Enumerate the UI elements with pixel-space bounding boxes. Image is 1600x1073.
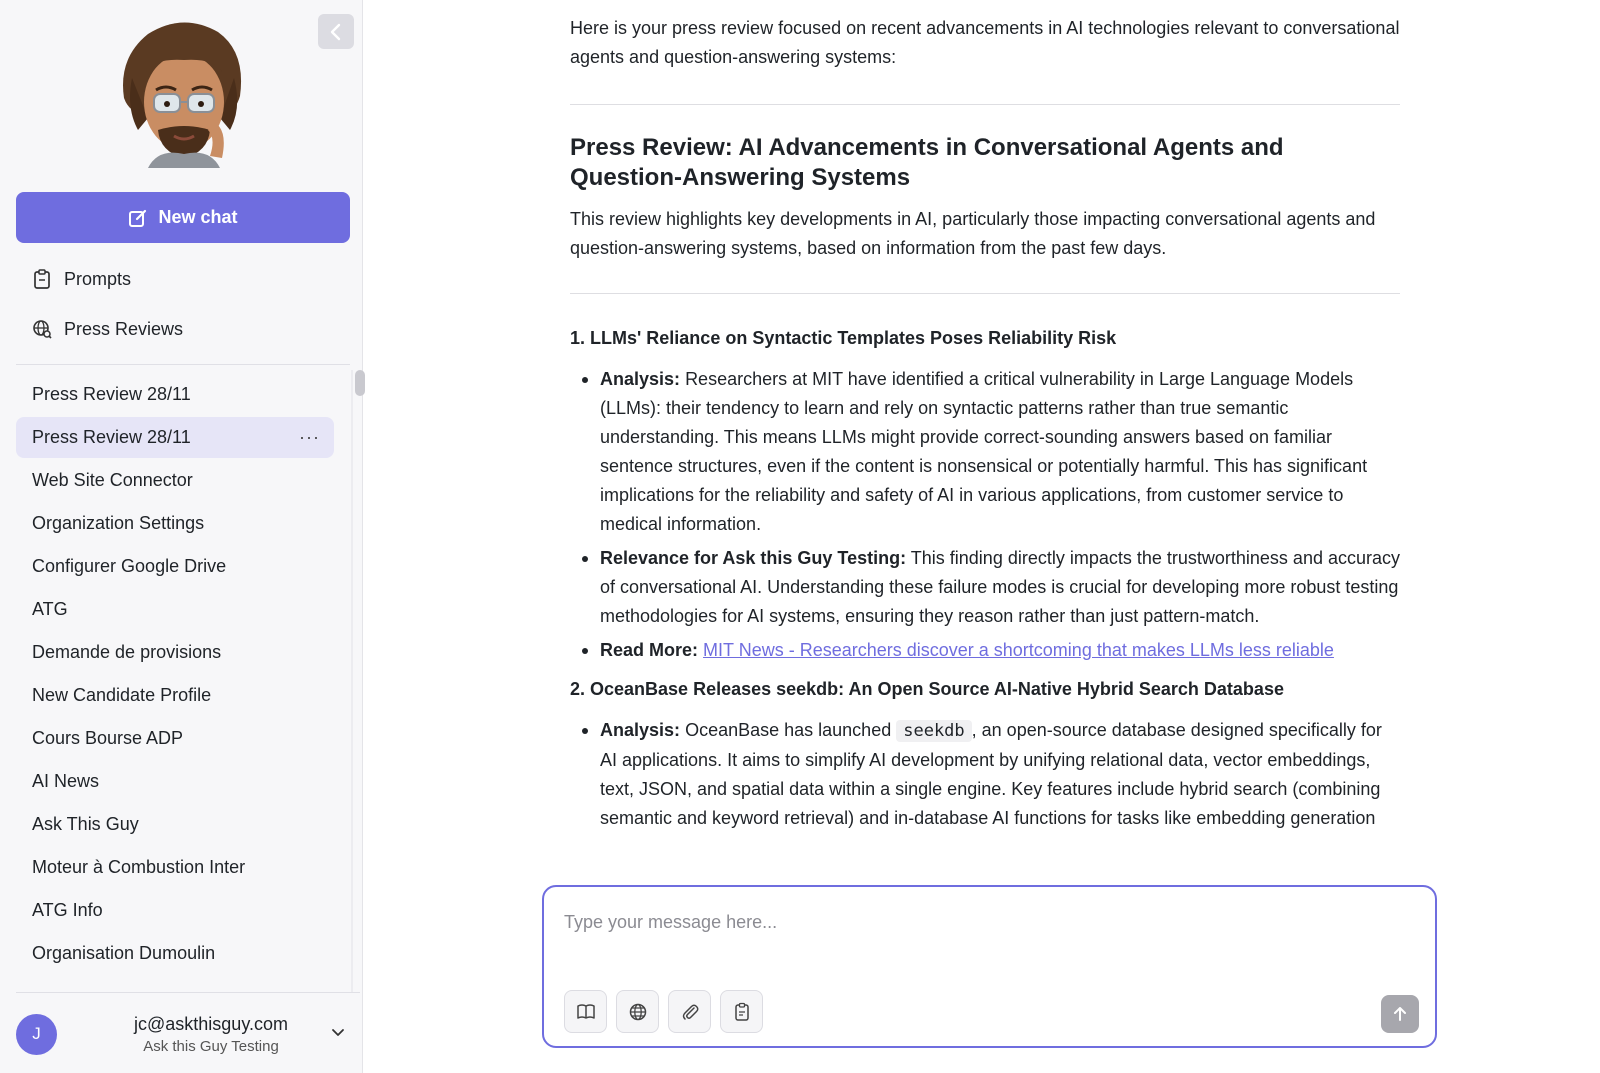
assistant-message	[570, 0, 1400, 860]
history-item[interactable]	[16, 589, 334, 630]
paperclip-icon	[680, 1002, 700, 1022]
nav-item-label: Prompts	[64, 268, 132, 289]
message-divider	[570, 104, 1400, 105]
analysis-text: Researchers at MIT have identified a critical vulnerability in Large Language Models (LLMs): their tendency to learn and rely on syntactic patterns rather than true semantic understanding. This means LLMs might provide correct-sounding answers based on familiar sentence structures, even if the content is nonsensical or potentially harmful. This has significant implications for the reliability and safety of AI in various applications, from customer service to medical information.	[600, 369, 1368, 534]
history-item[interactable]	[16, 460, 334, 501]
history-item[interactable]	[16, 890, 334, 931]
new-chat-label: New chat	[158, 207, 238, 227]
send-button[interactable]	[1381, 995, 1419, 1033]
history-item[interactable]	[16, 546, 334, 587]
analysis-label: Analysis:	[600, 720, 681, 740]
analysis-text-post: , an open-source database designed specifically for AI applications. It aims to simplify AI development by unifying relational data, vector embeddings, text, JSON, and spatial data within a single engine. Key features include hybrid search (combining semantic and keyword retrieval) and in-database AI functions for tasks like embedding generation	[600, 720, 1382, 828]
knowledge-base-button[interactable]	[564, 990, 607, 1033]
read-more-label: Read More:	[600, 640, 699, 660]
analysis-text-pre: OceanBase has launched	[685, 720, 892, 740]
history-item-active[interactable]	[16, 417, 334, 458]
nav-item-prompts[interactable]	[16, 257, 350, 301]
user-info	[96, 1014, 326, 1055]
prompts-button[interactable]	[720, 990, 763, 1033]
history-item-label: Demande de provisions	[32, 642, 222, 662]
clipboard-icon	[32, 269, 52, 289]
web-search-button[interactable]	[616, 990, 659, 1033]
arrow-up-icon	[1391, 1005, 1409, 1023]
history-item[interactable]	[16, 761, 334, 802]
nav-item-label: Press Reviews	[64, 318, 184, 339]
user-account-menu[interactable]	[16, 1012, 360, 1056]
edit-icon	[128, 208, 148, 228]
history-item-label: Organisation Dumoulin	[32, 943, 216, 963]
section-points	[570, 716, 1400, 833]
history-item-label: AI News	[32, 771, 100, 791]
history-item-label: Web Site Connector	[32, 470, 193, 490]
message-intro: Here is your press review focused on recent advancements in AI technologies relevant to conversational agents and question-answering systems:	[570, 18, 1400, 67]
history-item[interactable]	[16, 374, 334, 415]
history-item[interactable]	[16, 804, 334, 845]
history-item-label: Cours Bourse ADP	[32, 728, 184, 748]
attach-file-button[interactable]	[668, 990, 711, 1033]
globe-icon	[628, 1002, 648, 1022]
relevance-point	[600, 544, 1400, 631]
history-item[interactable]	[16, 847, 334, 888]
section-heading: 2. OceanBase Releases seekdb: An Open Source AI-Native Hybrid Search Database	[570, 679, 1284, 699]
history-item-label: Configurer Google Drive	[32, 556, 227, 576]
relevance-text: This finding directly impacts the trustworthiness and accuracy of conversational AI. Understanding these failure modes is crucial for developing more robust testing methodologies for AI systems, ensuring they reason rather than just pattern-match.	[600, 548, 1400, 626]
history-item-label: Press Review 28/11	[32, 427, 191, 447]
message-composer	[542, 885, 1437, 1048]
chevron-left-icon	[329, 23, 343, 41]
book-icon	[576, 1002, 596, 1022]
history-item-label: ATG Info	[32, 900, 103, 920]
chevron-down-icon	[330, 1024, 346, 1040]
review-summary: This review highlights key developments in AI, particularly those impacting conversational agents and question-answering systems, based on information from the past few days.	[570, 209, 1376, 258]
read-more-point	[600, 636, 1400, 665]
user-email: jc@askthisguy.com	[134, 1013, 288, 1034]
inline-code: seekdb	[896, 720, 971, 742]
new-chat-button[interactable]	[16, 192, 350, 243]
history-item-label: New Candidate Profile	[32, 685, 212, 705]
collapse-sidebar-button[interactable]	[318, 14, 354, 49]
history-item[interactable]	[16, 675, 334, 716]
message-divider	[570, 293, 1400, 294]
user-organization: Ask this Guy Testing	[143, 1037, 279, 1055]
analysis-label: Analysis:	[600, 369, 681, 389]
chat-history-list	[16, 374, 334, 990]
nav-item-press-reviews[interactable]	[16, 307, 350, 351]
history-item-label: Ask This Guy	[32, 814, 139, 834]
history-item[interactable]	[16, 718, 334, 759]
history-item-label: Moteur à Combustion Inter	[32, 857, 246, 877]
review-title: Press Review: AI Advancements in Conversational Agents and Question-Answering Systems	[570, 134, 1284, 191]
more-options-icon[interactable]: ···	[299, 427, 320, 447]
user-avatar: J	[16, 1014, 57, 1055]
read-more-link[interactable]: MIT News - Researchers discover a shortcoming that makes LLMs less reliable	[703, 640, 1334, 660]
history-item[interactable]	[16, 503, 334, 544]
history-scrollbar-track	[351, 370, 353, 992]
analysis-point	[600, 716, 1400, 833]
history-item[interactable]	[16, 933, 334, 974]
message-input[interactable]	[564, 907, 1404, 937]
clipboard-icon	[732, 1002, 752, 1022]
history-item-label: Organization Settings	[32, 513, 205, 533]
assistant-avatar	[118, 18, 248, 168]
cartoon-avatar-icon	[118, 18, 248, 168]
section-heading: 1. LLMs' Reliance on Syntactic Templates Poses Reliability Risk	[570, 328, 1117, 348]
history-item[interactable]	[16, 632, 334, 673]
history-item-label: Press Review 28/11	[32, 384, 191, 404]
section-points	[570, 365, 1400, 665]
analysis-point	[600, 365, 1400, 539]
sidebar	[0, 0, 363, 1073]
chat-main	[364, 0, 1600, 1073]
history-item-label: ATG	[32, 599, 68, 619]
sidebar-divider	[16, 364, 350, 365]
relevance-label: Relevance for Ask this Guy Testing:	[600, 548, 907, 568]
user-divider	[16, 992, 360, 993]
globe-search-icon	[32, 319, 52, 339]
